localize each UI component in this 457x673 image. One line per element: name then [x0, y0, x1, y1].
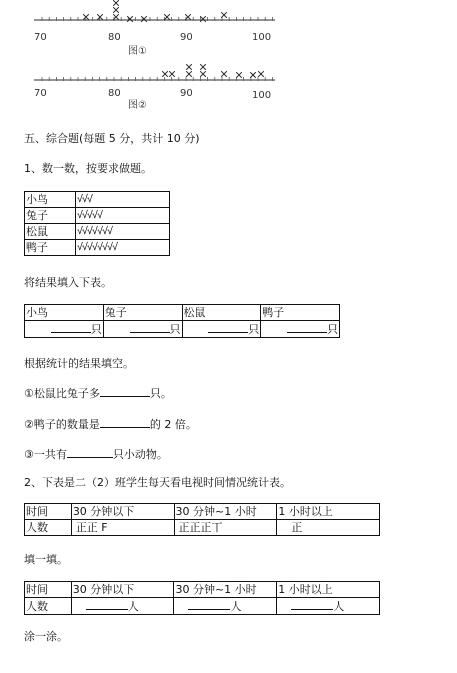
tally-cell: 正正正丅: [174, 520, 277, 536]
answer-cell[interactable]: 只: [182, 321, 261, 338]
tally-cell: 正: [277, 520, 380, 536]
axis-label-80: 80: [108, 88, 121, 99]
header-cell: 1 小时以上: [277, 504, 380, 520]
header-cell: 松鼠: [182, 305, 261, 321]
header-cell: 30 分钟以下: [71, 582, 174, 598]
table-row: [25, 520, 380, 536]
paint-prompt: 涂一涂。: [24, 630, 68, 643]
header-cell: 30 分钟以下: [71, 504, 174, 520]
table-row: [25, 504, 380, 520]
table-row: [25, 224, 170, 240]
q1-prompt: 1、数一数，按要求做题。: [24, 162, 152, 175]
table-row: [25, 240, 170, 256]
animal-cell: 兔子: [25, 208, 76, 224]
answer-blank[interactable]: [100, 416, 150, 428]
row-label: 人数: [25, 598, 72, 615]
axis-label-90: 90: [180, 88, 193, 99]
answer-cell[interactable]: 人: [277, 598, 380, 615]
tv-answer-table: [24, 581, 380, 615]
header-cell: 鸭子: [261, 305, 340, 321]
table-row: [25, 582, 380, 598]
axis-label-90: 90: [180, 32, 193, 43]
header-cell: 1 小时以上: [277, 582, 380, 598]
tally-table: [24, 191, 170, 256]
number-line-1: [20, 0, 320, 60]
header-cell: 时间: [25, 582, 72, 598]
row-label: 人数: [25, 520, 72, 536]
answer-cell[interactable]: 只: [25, 321, 104, 338]
axis-label-70: 70: [34, 88, 47, 99]
axis-label-80: 80: [108, 32, 121, 43]
animal-cell: 小鸟: [25, 192, 76, 208]
header-cell: 30 分钟~1 小时: [174, 582, 277, 598]
blank-line-1: ①松鼠比兔子多 只。: [24, 387, 172, 400]
fill-prompt-2: 根据统计的结果填空。: [24, 357, 134, 370]
tally-cell: √√√√√√√: [76, 224, 170, 240]
figure-1-caption: 图①: [128, 46, 147, 57]
table-row: [25, 208, 170, 224]
axis-label-100: 100: [252, 32, 272, 43]
fill-in-prompt: 填一填。: [24, 553, 68, 566]
axis-label-70: 70: [34, 32, 47, 43]
header-cell: 小鸟: [25, 305, 104, 321]
table-row: [25, 305, 340, 321]
section-title: 五、综合题(每题 5 分，共计 10 分): [24, 132, 200, 145]
table-row: [25, 598, 380, 615]
tv-tally-table: [24, 503, 380, 536]
q2-prompt: 2、下表是二（2）班学生每天看电视时间情况统计表。: [24, 476, 291, 489]
header-cell: 兔子: [103, 305, 182, 321]
tally-cell: √√√√√: [76, 208, 170, 224]
animal-cell: 鸭子: [25, 240, 76, 256]
blank-line-2: ②鸭子的数量是 的 2 倍。: [24, 418, 197, 431]
blank-line-3: ③一共有 只小动物。: [24, 448, 168, 461]
answer-cell[interactable]: 只: [103, 321, 182, 338]
table-row: [25, 321, 340, 338]
header-cell: 30 分钟~1 小时: [174, 504, 277, 520]
answer-cell[interactable]: 人: [71, 598, 174, 615]
animal-cell: 松鼠: [25, 224, 76, 240]
answer-cell[interactable]: 只: [261, 321, 340, 338]
tally-cell: 正正 F: [71, 520, 174, 536]
table-row: [25, 192, 170, 208]
answer-blank[interactable]: [67, 446, 113, 458]
figure-2-caption: 图②: [128, 100, 147, 111]
answer-blank[interactable]: [100, 385, 150, 397]
answer-cell[interactable]: 人: [174, 598, 277, 615]
tally-cell: √√√√√√√√: [76, 240, 170, 256]
number-line-2: [20, 58, 320, 113]
fill-table-prompt: 将结果填入下表。: [24, 276, 112, 289]
tally-cell: √√√: [76, 192, 170, 208]
axis-label-100: 100: [252, 90, 272, 101]
header-cell: 时间: [25, 504, 72, 520]
result-table: [24, 304, 340, 338]
